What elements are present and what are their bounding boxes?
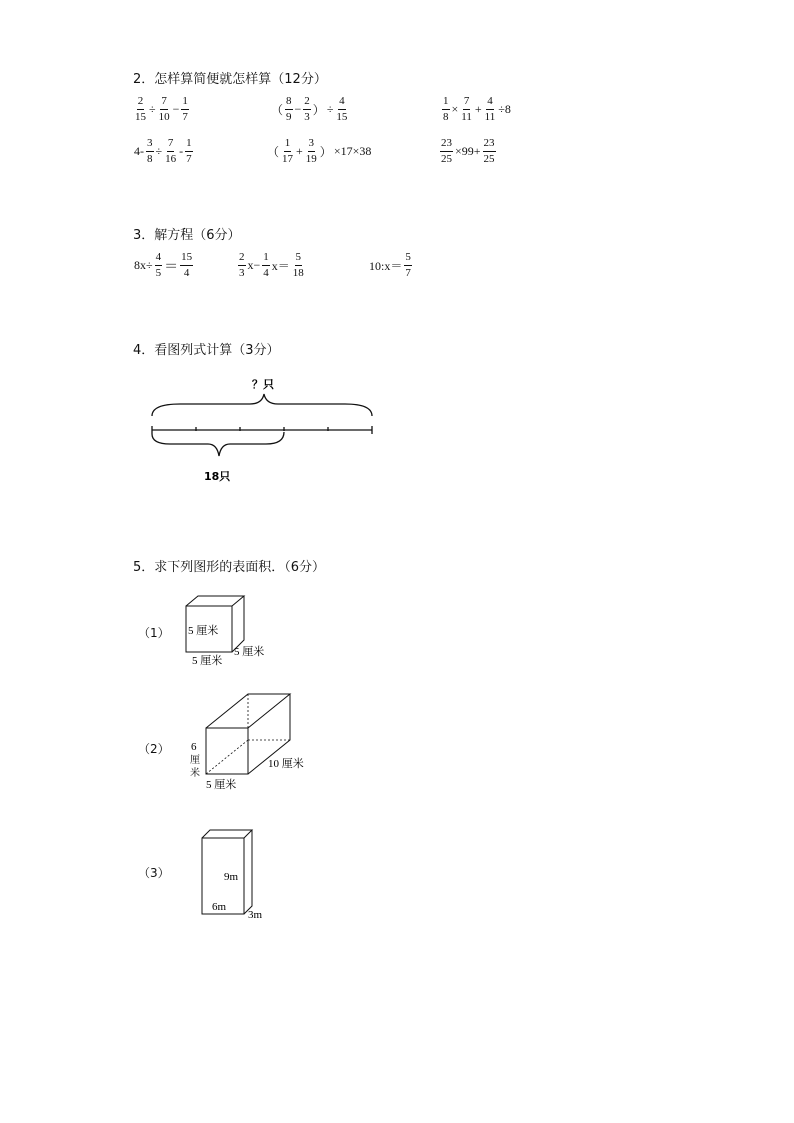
expr-5: （ $\frac{1}{17}$ + $\frac{3}{19}$ ） ×17×38 <box>267 137 372 165</box>
equation-1: 8x÷ $\frac{4}{5}$ ＝ $\frac{15}{4}$ <box>134 251 193 279</box>
section-5-title: 5．求下列图形的表面积．（6分） <box>133 560 326 575</box>
prism-figure <box>190 826 280 926</box>
cuboid-depth-label: 10 厘米 <box>268 758 304 770</box>
expr-2: （ $\frac{8}{9}$ − $\frac{2}{3}$ ） ÷ $\frac{4}{15}$ <box>271 95 348 123</box>
equation-3: 10:x＝ $\frac{5}{7}$ <box>369 251 411 279</box>
section-2-title: 2．怎样算简便就怎样算（12分） <box>133 72 327 87</box>
cube-figure <box>180 592 280 672</box>
cube-bottom-label: 5 厘米 <box>192 655 223 667</box>
cuboid-height-2: 厘 <box>190 755 200 766</box>
shape-3-index: （3） <box>138 866 170 880</box>
expr-4: 4- $\frac{3}{8}$ ÷ $\frac{7}{16}$ - $\frac{1}{7}$ <box>134 137 192 165</box>
segment-diagram <box>140 370 390 490</box>
bottom-brace <box>152 432 284 456</box>
shape-2-index: （2） <box>138 742 170 756</box>
section-3-title: 3．解方程（6分） <box>133 228 241 243</box>
prism-width-label: 6m <box>212 901 227 913</box>
cuboid-figure <box>180 690 320 798</box>
cube-front-label: 5 厘米 <box>188 625 219 637</box>
top-brace <box>152 394 372 416</box>
expr-3: $\frac{1}{8}$ × $\frac{7}{11}$ + $\frac{4}{11}$ ÷8 <box>443 95 511 123</box>
equation-2: $\frac{2}{3}$ x− $\frac{1}{4}$ x＝ $\frac{5}{18}$ <box>239 251 304 279</box>
diagram-top-label: ？只 <box>252 378 274 391</box>
cuboid-height-3: 米 <box>190 768 200 779</box>
expr-6: $\frac{23}{25}$ ×99+ $\frac{23}{25}$ <box>441 137 495 165</box>
expr-1: $\frac{2}{15}$ ÷ $\frac{7}{10}$ − $\frac{1}{7}$ <box>135 95 188 123</box>
section-4-title: 4．看图列式计算（3分） <box>133 343 280 358</box>
cuboid-height-1: 6 <box>191 741 197 753</box>
prism-height-label: 9m <box>224 871 239 883</box>
cube-side-label: 5 厘米 <box>234 646 265 658</box>
diagram-bottom-label: 18只 <box>204 470 231 483</box>
prism-depth-label: 3m <box>248 909 263 921</box>
cuboid-width-label: 5 厘米 <box>206 779 237 791</box>
shape-1-index: （1） <box>138 626 170 640</box>
